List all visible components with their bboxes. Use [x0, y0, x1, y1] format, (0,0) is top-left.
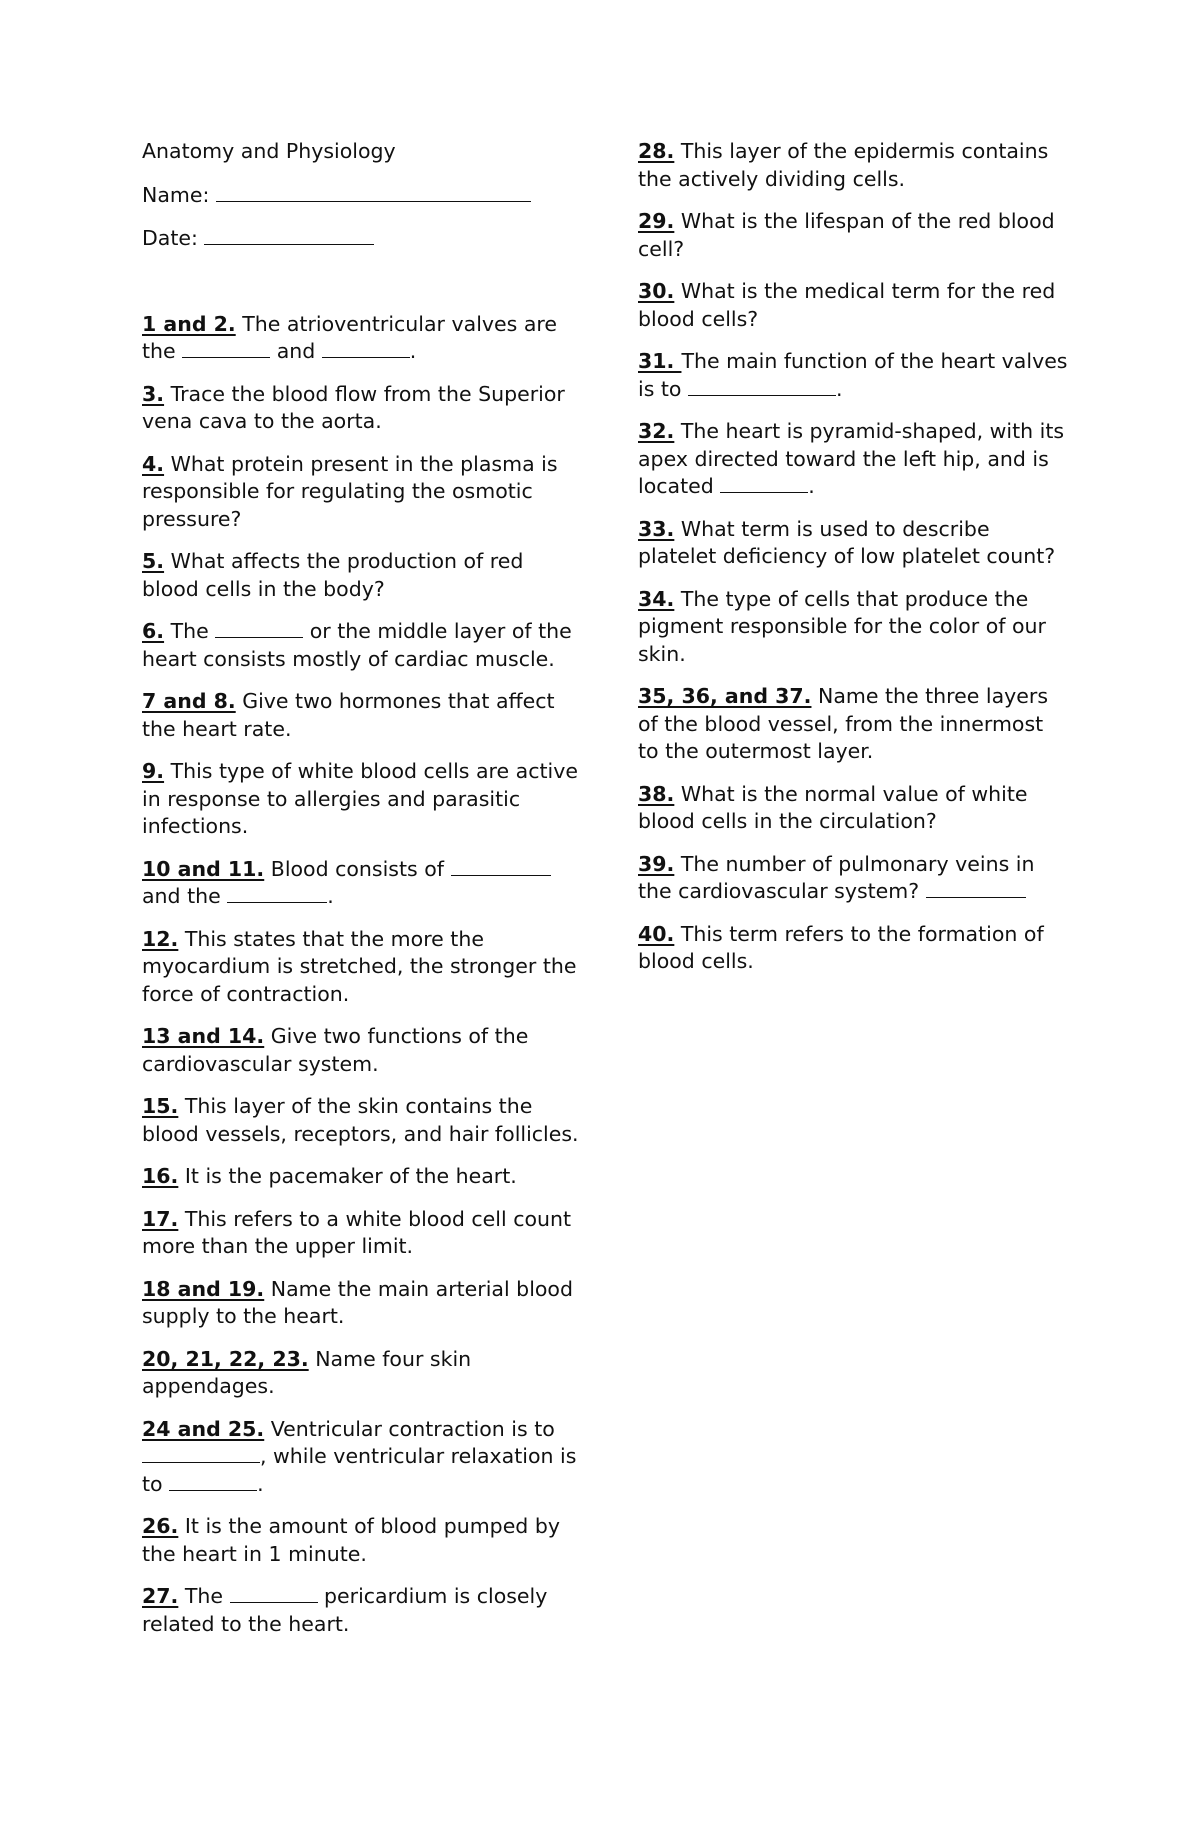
question-text: Name the three layers of the blood vessel, from the innermost to the outermost layer. [638, 684, 1048, 763]
question-6 [142, 618, 582, 673]
question-number: 20, 21, 22, 23. [142, 1346, 309, 1371]
question-number: 26. [142, 1514, 179, 1538]
name-blank-line [216, 181, 531, 202]
question-text: What is the lifespan of the red blood cell? [638, 209, 1055, 261]
question-text: Give two functions of the cardiovascular system. [142, 1024, 529, 1076]
question-text: This term refers to the formation of blood cells. [638, 921, 1044, 973]
question-number: 32. [638, 419, 675, 443]
question-9 [142, 758, 582, 841]
question-15 [142, 1093, 582, 1148]
question-number: 10 and 11. [142, 856, 265, 881]
question-number: 33. [638, 516, 675, 541]
question-number: 35, 36, and 37. [638, 684, 812, 708]
question-text: What affects the production of red blood cells in the body? [142, 549, 524, 601]
question-text: or the middle layer of the heart consists mostly of cardiac muscle. [142, 619, 572, 671]
question-text: The heart is pyramid-shaped, with its apex directed toward the left hip, and is located [638, 419, 1065, 498]
question-number: 17. [142, 1206, 179, 1231]
question-number: 34. [638, 586, 675, 611]
question-text: What is the medical term for the red blood cells? [638, 279, 1056, 331]
question-text: , while ventricular relaxation is to [142, 1444, 577, 1496]
question-24-25 [142, 1416, 582, 1499]
question-text: . [257, 1471, 264, 1496]
question-number: 30. [638, 279, 675, 303]
question-number: 4. [142, 451, 165, 476]
question-text: Name four skin appendages. [142, 1346, 472, 1398]
question-32 [638, 418, 1068, 501]
question-27 [142, 1583, 582, 1638]
answer-blank [169, 1472, 257, 1491]
question-40 [638, 921, 1068, 976]
answer-blank [688, 377, 836, 396]
answer-blank [720, 474, 808, 493]
question-number: 38. [638, 781, 675, 806]
date-label: Date: [142, 226, 198, 250]
date-blank-line [204, 224, 374, 245]
question-1-2 [142, 311, 582, 366]
question-text: The main function of the heart valves is to [638, 349, 1068, 401]
question-number: 9. [142, 759, 165, 783]
question-28 [638, 138, 1068, 193]
question-10-11 [142, 856, 582, 911]
question-17 [142, 1206, 582, 1261]
question-text: What protein present in the plasma is responsible for regulating the osmotic pressure? [142, 451, 558, 531]
answer-blank [227, 884, 327, 903]
question-number: 31. [638, 349, 682, 373]
question-number: 40. [638, 921, 675, 946]
question-38 [638, 781, 1068, 836]
question-16 [142, 1163, 582, 1191]
question-number: 27. [142, 1584, 179, 1608]
question-text: This states that the more the myocardium is stretched, the stronger the force of contraction. [142, 926, 577, 1006]
answer-blank [322, 339, 410, 358]
question-text: This refers to a white blood cell count more than the upper limit. [142, 1206, 572, 1258]
name-field [142, 181, 582, 210]
answer-blank [451, 857, 551, 876]
question-text: pericardium is closely related to the heart. [142, 1584, 548, 1636]
answer-blank [215, 619, 303, 638]
question-number: 24 and 25. [142, 1416, 265, 1441]
question-34 [638, 586, 1068, 669]
answer-blank [926, 879, 1026, 898]
question-text: What term is used to describe platelet deficiency of low platelet count? [638, 516, 1056, 568]
question-number: 29. [638, 209, 675, 233]
question-text: This layer of the epidermis contains the actively dividing cells. [638, 139, 1049, 191]
date-field [142, 224, 582, 253]
question-number: 6. [142, 619, 165, 643]
question-number: 15. [142, 1094, 179, 1118]
question-text: . [836, 376, 843, 401]
question-number: 39. [638, 851, 675, 876]
question-number: 16. [142, 1164, 179, 1188]
question-text: Trace the blood flow from the Superior vena cava to the aorta. [142, 381, 565, 433]
question-text: What is the normal value of white blood cells in the circulation? [638, 781, 1028, 833]
question-number: 28. [638, 139, 675, 163]
question-text: . [327, 884, 334, 908]
question-text: Ventricular contraction is to [264, 1416, 555, 1441]
question-text: Blood consists of [264, 856, 451, 881]
question-text: . [409, 339, 417, 363]
worksheet-title: Anatomy and Physiology [142, 139, 396, 163]
question-number: 12. [142, 926, 179, 951]
question-text: Give two hormones that affect the heart rate. [142, 689, 555, 741]
question-number: 3. [142, 381, 165, 406]
question-text: This layer of the skin contains the blood vessels, receptors, and hair follicles. [142, 1094, 579, 1146]
question-13-14 [142, 1023, 582, 1078]
question-30 [638, 278, 1068, 333]
question-12 [142, 926, 582, 1009]
question-text: It is the amount of blood pumped by the heart in 1 minute. [142, 1514, 560, 1566]
question-text: and [270, 339, 322, 363]
question-text: Name the main arterial blood supply to the heart. [142, 1276, 573, 1328]
question-33 [638, 516, 1068, 571]
question-text: and the [142, 884, 228, 908]
question-35-37 [638, 683, 1068, 766]
name-label: Name: [142, 182, 210, 207]
question-text: The [178, 1584, 230, 1608]
question-number: 5. [142, 549, 165, 573]
question-31 [638, 348, 1068, 403]
question-text: The atrioventricular valves are the [142, 311, 557, 363]
answer-blank [182, 339, 270, 358]
question-39 [638, 851, 1068, 906]
question-4 [142, 451, 582, 534]
question-text: This type of white blood cells are active in response to allergies and parasitic infections. [142, 759, 578, 838]
question-text: . [808, 474, 815, 498]
answer-blank [230, 1584, 318, 1603]
question-number: 7 and 8. [142, 689, 236, 713]
question-26 [142, 1513, 582, 1568]
question-3 [142, 381, 582, 436]
question-5 [142, 548, 582, 603]
question-number: 13 and 14. [142, 1024, 265, 1048]
question-20-23 [142, 1346, 582, 1401]
question-text: The number of pulmonary veins in the cardiovascular system? [638, 851, 1035, 903]
right-column [638, 138, 1068, 991]
question-29 [638, 208, 1068, 263]
question-text: It is the pacemaker of the heart. [178, 1164, 517, 1188]
question-text: The [164, 619, 216, 643]
header-spacer [142, 268, 582, 311]
question-number: 18 and 19. [142, 1276, 265, 1301]
answer-blank [142, 1444, 260, 1463]
left-column [142, 138, 582, 1653]
question-text: The type of cells that produce the pigment responsible for the color of our skin. [638, 586, 1046, 666]
question-number: 1 and 2. [142, 311, 236, 336]
question-18-19 [142, 1276, 582, 1331]
question-7-8 [142, 688, 582, 743]
